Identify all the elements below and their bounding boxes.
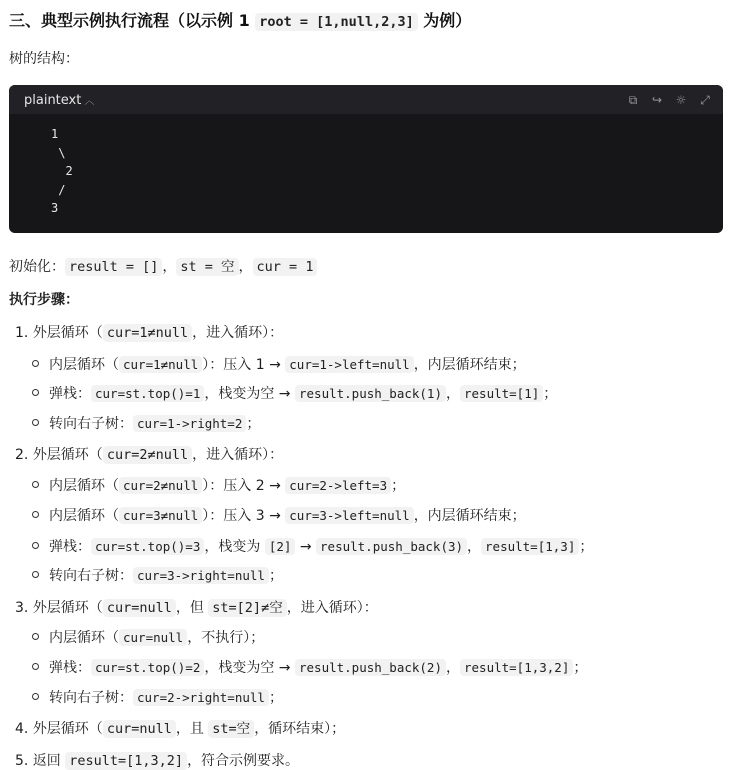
step-3-sub-1: 内层循环（ cur=null ，不执行）； [49,630,265,646]
bullet [32,663,39,670]
wrap-icon[interactable]: ↪ [651,93,663,107]
theme-icon[interactable]: ☼ [675,93,687,107]
init-line: 初始化： result = [] ， st = 空 ， cur = 1 [9,255,317,276]
step-1-sub-1: 内层循环（ cur=1≠null ）：压入 1 → cur=1->left=null ，内层循环结束； [49,357,526,373]
bullet [32,511,39,518]
bullet [32,389,39,396]
step-1-sub-2: 弹栈： cur=st.top()=1 ，栈变为空 → result.push_back(1) ， result=[1] ； [49,386,558,402]
init-result: result = [] [65,258,162,276]
step-5: 5. 返回 result=[1,3,2] ，符合示例要求。 [15,753,300,769]
chevron-up-icon: ︿ [84,96,95,107]
init-cur: cur = 1 [253,258,318,276]
init-stack: st = 空 [176,258,238,276]
step-2-sub-4: 转向右子树： cur=3->right=null ； [49,568,283,584]
bullet [32,360,39,367]
heading-code: root = [1,null,2,3] [255,13,417,31]
step-2-sub-2: 内层循环（ cur=3≠null ）：压入 3 → cur=3->left=null ，内层循环结束； [49,508,526,524]
language-toggle[interactable]: plaintext ︿ [24,93,95,108]
section-heading: 三、典型示例执行流程（以示例 1 root = [1,null,2,3] 为例） [9,11,472,30]
code-content: 1 \ 2 / 3 [51,127,73,215]
bullet [32,693,39,700]
step-3: 3. 外层循环（ cur=null ，但 st=[2]≠空 ，进入循环）： [15,600,378,616]
steps-label: 执行步骤： [9,292,79,308]
bullet [32,633,39,640]
step-2: 2. 外层循环（ cur=2≠null ，进入循环）： [15,447,284,463]
step-1: 1. 外层循环（ cur=1≠null ，进入循环）： [15,325,284,341]
step-3-sub-3: 转向右子树： cur=2->right=null ； [49,690,283,706]
bullet [32,571,39,578]
step-2-sub-3: 弹栈： cur=st.top()=3 ，栈变为 [2] → result.push_back(3) ， result=[1,3] ； [49,539,594,555]
bullet [32,481,39,488]
expand-icon[interactable]: ⤢ [700,93,710,107]
copy-icon[interactable]: ⧉ [628,93,638,107]
tree-label: 树的结构： [9,51,79,67]
code-block [9,85,723,233]
step-3-sub-2: 弹栈： cur=st.top()=2 ，栈变为空 → result.push_back(2) ， result=[1,3,2] ； [49,660,588,676]
step-2-sub-1: 内层循环（ cur=2≠null ）：压入 2 → cur=2->left=3 ； [49,478,406,494]
bullet [32,419,39,426]
step-4: 4. 外层循环（ cur=null ，且 st=空 ，循环结束）； [15,721,346,737]
step-1-sub-3: 转向右子树： cur=1->right=2 ； [49,416,261,432]
code-block-header [9,85,723,114]
bullet [32,542,39,549]
